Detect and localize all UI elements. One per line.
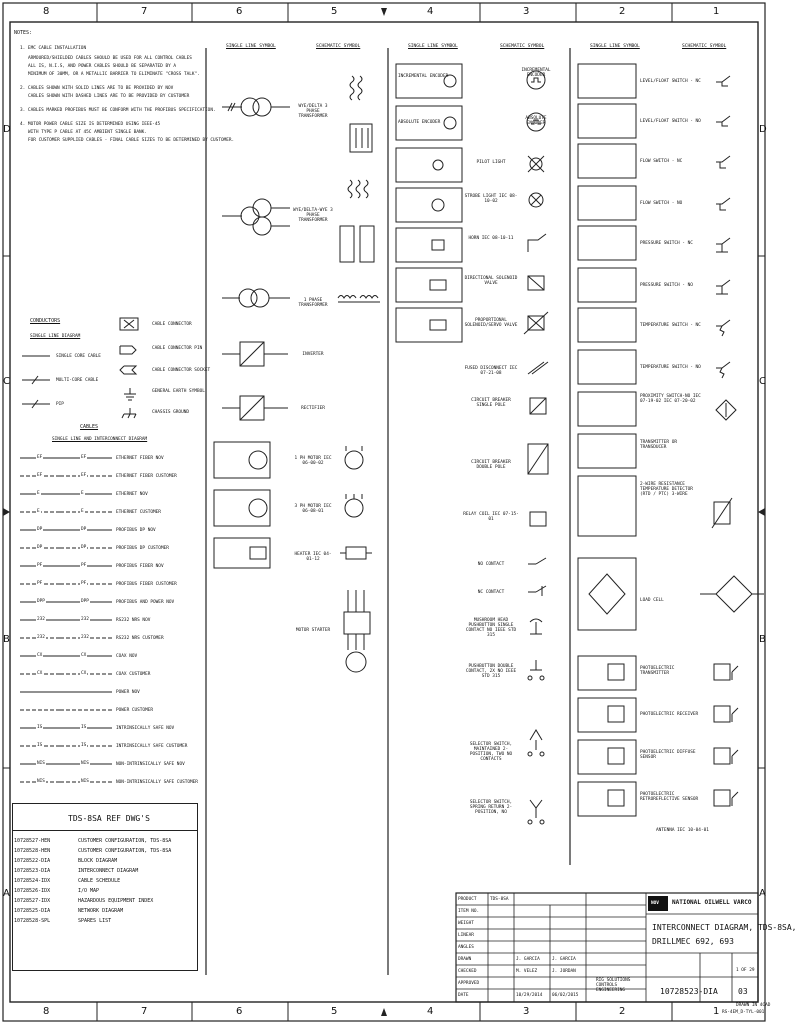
zone-col-4-bottom: 4 — [427, 1006, 434, 1017]
zone-row-d: D — [3, 124, 11, 135]
cable-code: CX — [81, 653, 87, 658]
cable-code: IS — [37, 743, 43, 748]
col2-label: FLOW SWITCH - NO — [640, 201, 683, 206]
inverter-single — [222, 342, 288, 366]
cable-label: NON-INTRINSICALLY SAFE NOV — [116, 762, 185, 767]
col2-label: FLOW SWITCH - NC — [640, 159, 683, 164]
cable-connector-pin-symbol — [120, 346, 136, 354]
wye-delta-wye-transformer-schematic — [340, 180, 374, 262]
title-block-label: ITEM NO. — [458, 909, 480, 914]
col2-label: PROXIMITY SWITCH-NO IEC 07-19-02 IEC 07-20-02 — [640, 394, 701, 404]
note-line: CABLES SHOWN WITH DASHED LINES ARE TO BE PROVIDED BY CUSTOMER — [28, 94, 190, 99]
col6-label: 1 PH MOTOR IEC 06-00-02 — [294, 456, 332, 466]
ref-dwg-description: SPARES LIST — [78, 918, 112, 924]
note-line: 1. EMC CABLE INSTALLATION — [20, 46, 87, 51]
cable-code: E — [81, 491, 84, 496]
connector-label: CABLE CONNECTOR SOCKET — [152, 368, 211, 373]
multi-core-cable-symbol — [22, 376, 50, 384]
col4-label: DIRECTIONAL SOLENOID VALVE — [464, 276, 518, 286]
cable-code: NIS — [81, 779, 89, 784]
col4-label: PILOT LIGHT — [476, 160, 506, 165]
zone-col-5: 5 — [331, 6, 338, 17]
zone-row-b-right: B — [759, 634, 766, 645]
zone-col-8: 8 — [43, 6, 50, 17]
col2-single-boxes — [578, 64, 636, 816]
zone-row-d-right: D — [759, 124, 767, 135]
col6-label: RECTIFIER — [301, 406, 325, 411]
motor-1ph-schematic — [345, 446, 363, 469]
zone-col-1-bottom: 1 — [713, 1006, 720, 1017]
note-line: FOR CUSTOMER SUPPLIED CABLES - FINAL CABLE SIZES TO BE DETERMINED BY CUSTOMER. — [28, 138, 235, 143]
col6-label: WYE/DELTA 3 PHASE TRANSFORMER — [298, 104, 328, 119]
title-block-label: DATE — [458, 993, 469, 998]
col4-label: NO CONTACT — [477, 562, 505, 567]
note-line: MINIMUM OF 30MM, OR A METALLIC BARRIER TO ELIMINATE "CROSS TALK". — [28, 72, 200, 77]
cable-code: E — [81, 509, 84, 514]
department: RIG SOLUTIONS CONTROLS ENGINEERING — [596, 978, 631, 993]
col6-label: WYE/DELTA-WYE 3 PHASE TRANSFORMER — [293, 208, 333, 223]
cable-code: PF — [37, 581, 43, 586]
nov-logo-text: NOV — [651, 901, 659, 906]
cable-label: PROFIBUS FIBER CUSTOMER — [116, 582, 177, 587]
col4-label: SELECTOR SWITCH, MAINTAINED 2-POSITION, TWO NO CONTACTS — [469, 742, 513, 762]
cable-code: EF — [37, 473, 43, 478]
col6-label: 3 PH MOTOR IEC 06-08-01 — [294, 504, 332, 514]
cable-code: E — [37, 491, 40, 496]
cable-code: PF — [81, 581, 87, 586]
cad-note: DRAWN IN 4CAD — [736, 1003, 771, 1008]
zone-row-c: C — [3, 376, 10, 387]
zone-col-6-bottom: 6 — [236, 1006, 243, 1017]
cable-label: NON-INTRINSICALLY SAFE CUSTOMER — [116, 780, 198, 785]
cable-code: 232 — [81, 635, 89, 640]
ref-dwg-number: 10728524-IDX — [14, 878, 51, 884]
col4-label: CIRCUIT BREAKER SINGLE POLE — [471, 398, 511, 408]
zone-col-3: 3 — [523, 6, 530, 17]
footer-code: RS-4EM_D-TYL-001 — [722, 1010, 765, 1015]
zone-col-6: 6 — [236, 6, 243, 17]
col4-label: STROBE LIGHT IEC 08-10-02 — [464, 194, 518, 204]
col4-label: RELAY COIL IEC 07-15-01 — [463, 512, 519, 522]
connector-label: CABLE CONNECTOR PIN — [152, 346, 203, 351]
cable-label: INTRINSICALLY SAFE NOV — [116, 726, 175, 731]
col3-label: ABSOLUTE ENCODER — [525, 116, 547, 126]
conductor-label: PIP — [56, 402, 64, 407]
title-block-label: APPROVED — [458, 981, 480, 986]
cable-code: PF — [37, 563, 43, 568]
checked-name: J. JORDAN — [552, 969, 576, 974]
zone-col-2: 2 — [619, 6, 626, 17]
col6-label: HEATER IEC 04-01-12 — [294, 552, 332, 562]
earth-symbol — [124, 388, 136, 400]
heater-single — [214, 538, 270, 568]
col2-label: LEVEL/FLOAT SWITCH - NO — [640, 119, 701, 124]
cable-code: NIS — [37, 779, 45, 784]
col3-label: INCREMENTAL ENCODER — [521, 68, 551, 78]
cable-code: CX — [37, 671, 43, 676]
col4-label: CIRCUIT BREAKER DOUBLE POLE — [471, 460, 511, 470]
cable-label: COAX NOV — [116, 654, 138, 659]
single-phase-transformer-schematic — [338, 296, 380, 303]
ref-dwg-description: CABLE SCHEDULE — [78, 878, 121, 884]
connector-label: CHASSIS GROUND — [152, 410, 190, 415]
ref-dwg-description: I/O MAP — [78, 888, 100, 894]
connector-label: GENERAL EARTH SYMBOL — [152, 389, 205, 394]
cable-label: ETHERNET NOV — [116, 492, 148, 497]
drawn-name: M. VELEZ — [516, 969, 538, 974]
cable-label: RS232 NRS CUSTOMER — [116, 636, 164, 641]
col4-single-line-header: SINGLE LINE SYMBOL — [408, 44, 458, 49]
heater-schematic — [340, 547, 372, 559]
title-block-label: WEIGHT — [458, 921, 474, 926]
col2-label: TEMPERATURE SWITCH - NO — [640, 365, 701, 370]
motor-1ph-single — [214, 442, 270, 478]
col4-schematic-header: SCHEMATIC SYMBOL — [500, 44, 545, 49]
cable-code: 232 — [37, 617, 45, 622]
ref-dwg-number: 10728523-DIA — [14, 868, 51, 874]
cable-label: ETHERNET FIBER NOV — [116, 456, 164, 461]
cable-code: EF — [37, 455, 43, 460]
zone-col-1: 1 — [713, 6, 720, 17]
cable-code: NIS — [37, 761, 45, 766]
ref-dwg-number: 10728526-IDX — [14, 888, 51, 894]
col2-label: TRANSMITTER OR TRANSDUCER — [640, 440, 678, 450]
col4-label: SELECTOR SWITCH, SPRING RETURN 2-POSITION, NO — [469, 800, 513, 815]
cable-code: DPP — [37, 599, 45, 604]
product-value: TDS-8SA — [490, 897, 509, 902]
col2-schematic-symbols — [700, 76, 764, 806]
motor-3ph-single — [214, 490, 270, 526]
cable-code: IS — [37, 725, 43, 730]
col2-label: LOAD CELL — [640, 598, 664, 603]
ref-dwg-description: BLOCK DIAGRAM — [78, 858, 118, 864]
cable-label: ETHERNET FIBER CUSTOMER — [116, 474, 177, 479]
rectifier-single — [222, 396, 288, 420]
col4-label: NC CONTACT — [477, 590, 505, 595]
ref-dwg-number: 10728528-SPL — [14, 918, 51, 924]
connector-label: CABLE CONNECTOR — [152, 322, 192, 327]
conductors-title: CONDUCTORS — [30, 318, 61, 324]
drawing-title-line1: INTERCONNECT DIAGRAM, TDS-8SA, — [652, 923, 797, 932]
col6-single-line-header: SINGLE LINE SYMBOL — [226, 44, 276, 49]
cable-label: COAX CUSTOMER — [116, 672, 151, 677]
col6-label: INVERTER — [302, 352, 324, 357]
cable-label: POWER CUSTOMER — [116, 708, 154, 713]
col4-label: HORN IEC 08-10-11 — [468, 236, 514, 241]
col2-label: PHOTOELECTRIC RECEIVER — [640, 712, 699, 717]
cable-label: RS232 NRS NOV — [116, 618, 151, 623]
zone-row-b: B — [3, 634, 10, 645]
zone-col-7: 7 — [141, 6, 148, 17]
col6-label: 1 PHASE TRANSFORMER — [298, 298, 328, 308]
col2-label: TEMPERATURE SWITCH - NC — [640, 323, 701, 328]
company-name: NATIONAL OILWELL VARCO — [672, 899, 752, 906]
ref-dwg-number: 10728525-DIA — [14, 908, 51, 914]
ref-dwg-number: 10728527-HEN — [14, 838, 51, 844]
cable-code: EF — [81, 455, 87, 460]
cable-code: 232 — [37, 635, 45, 640]
note-line: WITH TYPE P CABLE AT 45C AMBIENT SINGLE BANK. — [28, 130, 147, 135]
cables-subtitle: SINGLE LINE AND INTERCONNECT DIAGRAM — [52, 437, 148, 442]
zone-col-4: 4 — [427, 6, 434, 17]
cable-label: PROFIBUS FIBER NOV — [116, 564, 164, 569]
motor-3ph-schematic — [345, 494, 363, 517]
col2-label: LEVEL/FLOAT SWITCH - NC — [640, 79, 701, 84]
drawing-title-line2: DRILLMEC 692, 693 — [652, 937, 734, 946]
col2-label: PHOTOELECTRIC RETROREFLECTIVE SENSOR — [640, 792, 699, 802]
ref-dwg-number: 10728527-IDX — [14, 898, 51, 904]
cable-label: PROFIBUS DP CUSTOMER — [116, 546, 169, 551]
cable-code: DPP — [81, 599, 89, 604]
notes-heading: NOTES: — [14, 30, 33, 36]
note-line: ARMOURED/SHIELDED CABLES SHOULD BE USED FOR ALL CONTROL CABLES — [28, 56, 192, 61]
ref-dwgs-title: TDS-8SA REF DWG'S — [68, 814, 150, 823]
approved-name-2: J. GARCIA — [552, 957, 576, 962]
cable-label: POWER NOV — [116, 690, 140, 695]
zone-col-2-bottom: 2 — [619, 1006, 626, 1017]
conductors-subtitle: SINGLE LINE DIAGRAM — [30, 334, 81, 339]
conductor-label: SINGLE CORE CABLE — [56, 354, 101, 359]
zone-col-5-bottom: 5 — [331, 1006, 338, 1017]
col2-schematic-header: SCHEMATIC SYMBOL — [682, 44, 727, 49]
cable-code: E — [37, 509, 40, 514]
ref-dwg-description: INTERCONNECT DIAGRAM — [78, 868, 139, 874]
col2-single-line-header: SINGLE LINE SYMBOL — [590, 44, 640, 49]
col2-label: PHOTOELECTRIC DIFFUSE SENSOR — [640, 750, 696, 760]
cable-code: NIS — [81, 761, 89, 766]
cable-code: EF — [81, 473, 87, 478]
col6-schematic-header: SCHEMATIC SYMBOL — [316, 44, 361, 49]
chassis-ground-symbol — [122, 408, 136, 418]
col4-box-label: ABSOLUTE ENCODER — [398, 120, 441, 125]
cable-label: PROFIBUS DP NOV — [116, 528, 156, 533]
note-line: ALL IS, N.I.S, AND POWER CABLES SHOULD BE SEPARATED BY A — [28, 64, 177, 69]
cable-code: DP — [81, 527, 87, 532]
cable-code: 232 — [81, 617, 89, 622]
cable-code: IS — [81, 743, 87, 748]
sheet-number: 1 OF 29 — [736, 968, 755, 973]
col4-label: FUSED DISCONNECT IEC 07-21-08 — [464, 366, 518, 376]
zone-row-a: A — [3, 888, 10, 899]
col2-label: PRESSURE SWITCH - NC — [640, 241, 693, 246]
col2-label: PHOTOELECTRIC TRANSMITTER — [640, 666, 675, 676]
single-phase-transformer-single — [222, 289, 290, 307]
pip-symbol — [22, 400, 50, 408]
approved-name: J. GARCIA — [516, 957, 540, 962]
zone-col-3-bottom: 3 — [523, 1006, 530, 1017]
cable-connector-socket-symbol — [120, 366, 136, 374]
conductor-label: MULTI-CORE CABLE — [56, 378, 99, 383]
title-block-label: LINEAR — [458, 933, 474, 938]
ref-dwg-description: CUSTOMER CONFIGURATION, TDS-8SA — [78, 838, 172, 844]
cable-code: IS — [81, 725, 87, 730]
cable-code: CX — [81, 671, 87, 676]
wye-delta-wye-transformer-single — [222, 199, 290, 235]
cable-code: CX — [37, 653, 43, 658]
ref-dwg-description: HAZARDOUS EQUIPMENT INDEX — [78, 898, 154, 904]
zone-row-a-right: A — [759, 888, 766, 899]
drawing-number: 10728523-DIA — [660, 987, 718, 996]
cable-code: DP — [81, 545, 87, 550]
cable-label: PROFIBUS AND POWER NOV — [116, 600, 175, 605]
cables-title: CABLES — [80, 424, 99, 430]
title-block-label: CHECKED — [458, 969, 477, 974]
zone-col-8-bottom: 8 — [43, 1006, 50, 1017]
cable-code: DP — [37, 527, 43, 532]
title-block-label: PRODUCT — [458, 897, 477, 902]
note-line: 4. MOTOR POWER CABLE SIZE IS DETERMINED USING IEEE-45 — [20, 122, 161, 127]
cable-connector-symbol — [120, 318, 138, 330]
date-drawn: 10/29/2014 — [516, 993, 543, 998]
title-block-label: DRAWN — [458, 957, 472, 962]
col4-label: PROPORTIONAL SOLENOID/SERVO VALVE — [464, 318, 518, 328]
wye-delta-transformer-schematic — [350, 76, 372, 152]
ref-dwg-description: NETWORK DIAGRAM — [78, 908, 124, 914]
wye-delta-transformer-single — [222, 98, 290, 116]
zone-col-7-bottom: 7 — [141, 1006, 148, 1017]
note-line: 3. CABLES MARKED PROFIBUS MUST BE CONFORM WITH THE PROFIBUS SPECIFICATION. — [20, 108, 216, 113]
zone-row-c-right: C — [759, 376, 766, 387]
ref-dwg-number: 10728522-DIA — [14, 858, 51, 864]
ref-dwg-number: 10728528-HEN — [14, 848, 51, 854]
col4-schematic-symbols — [524, 71, 548, 824]
col2-label: PRESSURE SWITCH - NO — [640, 283, 693, 288]
col2-label: ANTENNA IEC 10-04-01 — [656, 828, 709, 833]
col4-box-label: INCREMENTAL ENCODER — [398, 74, 449, 79]
date-checked: 06/02/2015 — [552, 993, 579, 998]
cable-label: INTRINSICALLY SAFE CUSTOMER — [116, 744, 188, 749]
title-block-label: ANGLES — [458, 945, 474, 950]
cable-code: PF — [81, 563, 87, 568]
col2-label: 2-WIRE RESISTANCE TEMPERATURE DETECTOR (RTD / PTC) 3-WIRE — [640, 482, 693, 497]
col4-label: MUSHROOM HEAD PUSHBUTTON SINGLE CONTACT NO IEEE STD 315 — [465, 618, 517, 638]
motor-starter-schematic — [344, 590, 370, 672]
ref-dwg-description: CUSTOMER CONFIGURATION, TDS-8SA — [78, 848, 172, 854]
col4-label: PUSHBUTTON DOUBLE CONTACT, 2X NO IEEE STD 315 — [465, 664, 517, 679]
cable-label: ETHERNET CUSTOMER — [116, 510, 161, 515]
col6-label: MOTOR STARTER — [295, 628, 331, 633]
cable-code: DP — [37, 545, 43, 550]
note-line: 2. CABLES SHOWN WITH SOLID LINES ARE TO BE PROVIDED BY NOV — [20, 86, 174, 91]
col4-single-boxes — [396, 64, 462, 342]
revision: 03 — [738, 987, 748, 996]
